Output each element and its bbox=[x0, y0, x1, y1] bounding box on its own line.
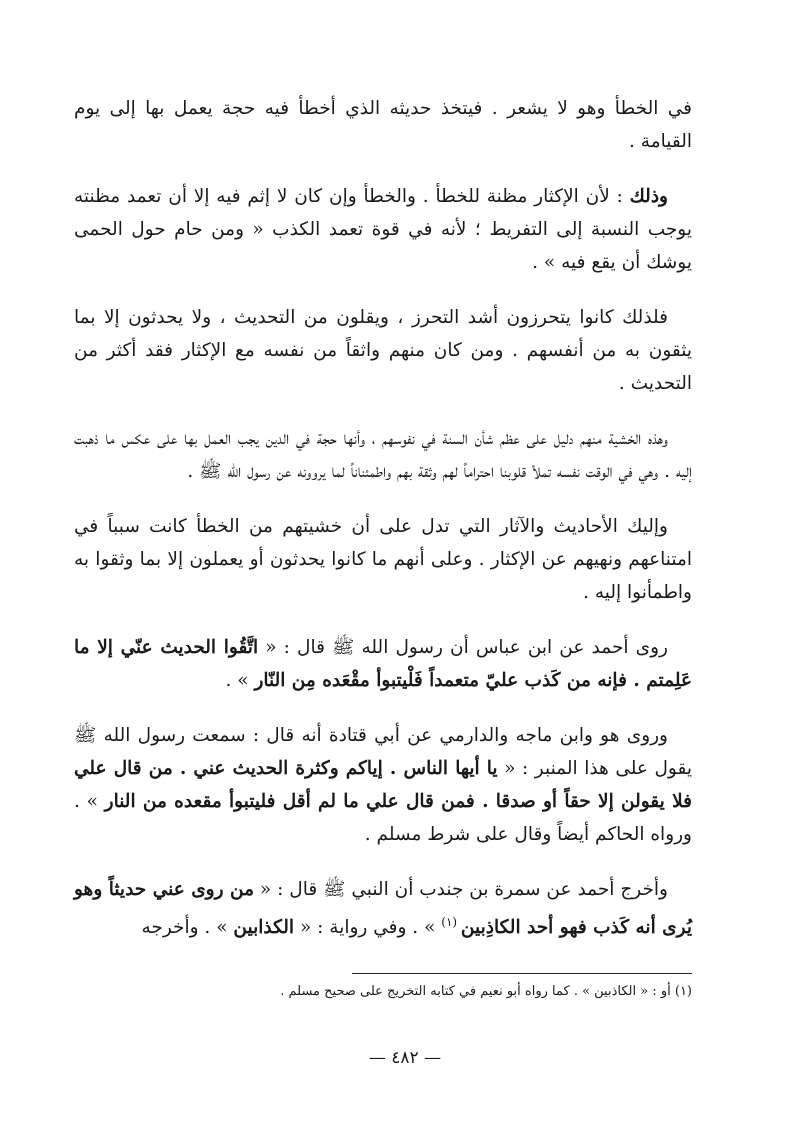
paragraph bbox=[74, 180, 692, 279]
text-run: » . ورواه الحاكم أيضاً وقال على شرط مسلم . bbox=[74, 791, 692, 845]
hadith-quote: اتَّقُوا الحديث عنّي إلا ما عَلِمتم . فإنه من كَذب عليّ متعمداً فَلْيتبوأ مقْعَده مِن النّار bbox=[74, 637, 692, 691]
paragraph bbox=[74, 719, 692, 851]
paragraph bbox=[74, 301, 692, 400]
footnote: (١) أو : « الكاذبين » . كما رواه أبو نعيم في كتابه التخريج على صحيح مسلم . bbox=[280, 984, 692, 999]
text-run: » . وفي رواية : « bbox=[294, 917, 442, 939]
text-run: » . bbox=[225, 670, 255, 691]
paragraph bbox=[74, 873, 692, 944]
text-run: » . وأخرجه bbox=[141, 917, 234, 939]
text-run: في الخطأ وهو لا يشعر . فيتخذ حديثه الذي أخطأ فيه حجة يعمل بها إلى يوم القيامة . bbox=[74, 98, 692, 152]
text-run: وهذه الخشية منهم دليل على عظم شأن السنة في نفوسهم ، وأنها حجة في الدين يجب العمل بها على عكس ما ذهبت إليه . وهي في الوقت نفسه تملأ قلوبنا احتراماً لهم وثقة بهم واطمئناناً لما يروونه عن رسول الله ﷺ . bbox=[74, 428, 692, 482]
text-run: فلذلك كانوا يتحرزون أشد التحرز ، ويقلون من التحديث ، ولا يحدثون إلا بما يثقون به من أنفسهم . ومن كان منهم واثقاً من نفسه مع الإكثار فقد أكثر من التحديث . bbox=[74, 307, 692, 394]
footnote-reference: (١) bbox=[441, 915, 461, 929]
text-run: : لأن الإكثار مظنة للخطأ . والخطأ وإن كان لا إثم فيه إلا أن تعمد مظنته يوجب النسبة إلى التفريط ؛ لأنه في قوة تعمد الكذب « ومن حام حول الحمى يوشك أن يقع فيه » . bbox=[74, 186, 692, 273]
footnote-separator bbox=[352, 973, 692, 974]
hadith-quote: يا أيها الناس . إياكم وكثرة الحديث عني . من قال علي فلا يقولن إلا حقاً أو صدقا . فمن قال علي ما لم أقل فليتبوأ مقعده من النار bbox=[74, 758, 692, 812]
paragraph bbox=[74, 510, 692, 609]
paragraph bbox=[74, 92, 692, 158]
hadith-quote: الكذابين bbox=[233, 917, 295, 939]
hadith-quote: وذلك bbox=[629, 186, 668, 207]
main-text bbox=[74, 92, 692, 966]
paragraph bbox=[74, 631, 692, 697]
text-run: وأخرج أحمد عن سمرة بن جندب أن النبي ﷺ قال : « bbox=[254, 879, 668, 900]
text-run: روى أحمد عن ابن عباس أن رسول الله ﷺ قال : « bbox=[258, 637, 668, 658]
page-number: — ٤٨٢ — bbox=[368, 1048, 442, 1068]
text-run: وإليك الأحاديث والآثار التي تدل على أن خشيتهم من الخطأ كانت سبباً في امتناعهم ونهيهم عن الإكثار . وعلى أنهم ما كانوا يحدثون أو يعملون إلا بما وثقوا به واطمأنوا إليه . bbox=[74, 516, 692, 603]
text-run: وروى هو وابن ماجه والدارمي عن أبي قتادة أنه قال : سمعت رسول الله ﷺ يقول على هذا المنبر : « bbox=[74, 725, 693, 779]
hadith-quote: من روى عني حديثاً وهو يُرى أنه كَذب فهو أحد الكاذِبين bbox=[74, 879, 692, 939]
paragraph bbox=[74, 422, 692, 488]
